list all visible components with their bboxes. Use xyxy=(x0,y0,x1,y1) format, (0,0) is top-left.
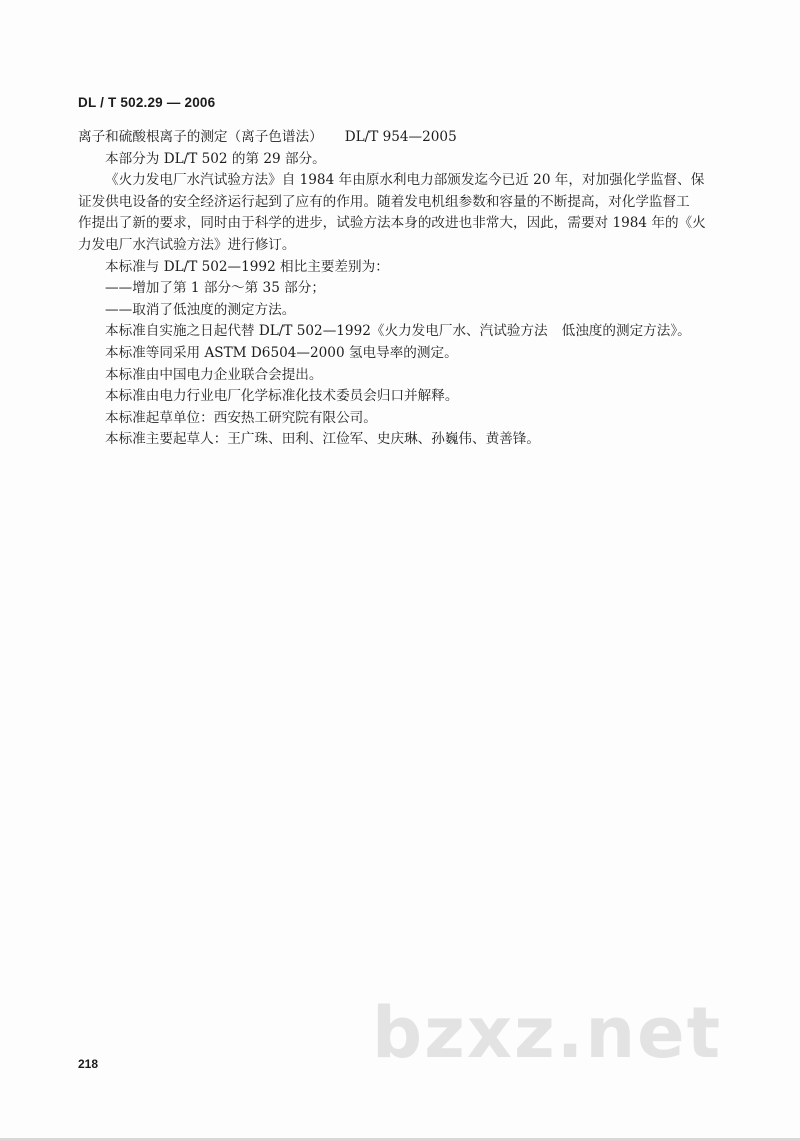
history-paragraph-line-1: 《火力发电厂水汽试验方法》自 1984 年由原水利电力部颁发迄今已近 20 年，对加强化学监督、保 xyxy=(105,172,705,189)
standard-code-header: DL / T 502.29 — 2006 xyxy=(78,95,216,110)
replacement-statement-part-2: 低浊度的测定方法》。 xyxy=(561,323,691,340)
difference-item: ——取消了低浊度的测定方法。 xyxy=(105,301,296,318)
reference-code: DL/T 954—2005 xyxy=(344,129,457,145)
differences-intro: 本标准与 DL/T 502—1992 相比主要差别为： xyxy=(105,258,389,275)
drafting-unit: 本标准起草单位：西安热工研究院有限公司。 xyxy=(105,409,377,426)
document-body xyxy=(78,127,722,451)
management-statement: 本标准由电力行业电厂化学标准化技术委员会归口并解释。 xyxy=(105,388,459,405)
site-watermark: bzxz.net xyxy=(372,992,723,1074)
proposer-statement: 本标准由中国电力企业联合会提出。 xyxy=(105,366,323,383)
history-paragraph-line-2: 证发供电设备的安全经济运行起到了应有的作用。随着发电机组参数和容量的不断提高，对化学监督工 xyxy=(78,193,690,210)
part-statement: 本部分为 DL/T 502 的第 29 部分。 xyxy=(105,150,326,167)
reference-title: 离子和硫酸根离子的测定（离子色谱法） xyxy=(78,129,323,145)
reference-line xyxy=(78,127,722,149)
replacement-statement-part-1: 本标准自实施之日起代替 DL/T 502—1992《火力发电厂水、汽试验方法 xyxy=(105,323,548,340)
page-number: 218 xyxy=(78,1057,99,1071)
adoption-statement: 本标准等同采用 ASTM D6504—2000 氢电导率的测定。 xyxy=(105,344,458,361)
difference-item: ——增加了第 1 部分～第 35 部分； xyxy=(105,280,325,297)
history-paragraph-line-4: 力发电厂水汽试验方法》进行修订。 xyxy=(78,236,296,253)
replacement-statement xyxy=(78,321,722,343)
history-paragraph-line-3: 作提出了新的要求，同时由于科学的进步，试验方法本身的改进也非常大，因此，需要对 1984 年的《火 xyxy=(78,215,706,232)
drafters: 本标准主要起草人：王广珠、田利、江俭军、史庆琳、孙巍伟、黄善锋。 xyxy=(105,431,540,448)
